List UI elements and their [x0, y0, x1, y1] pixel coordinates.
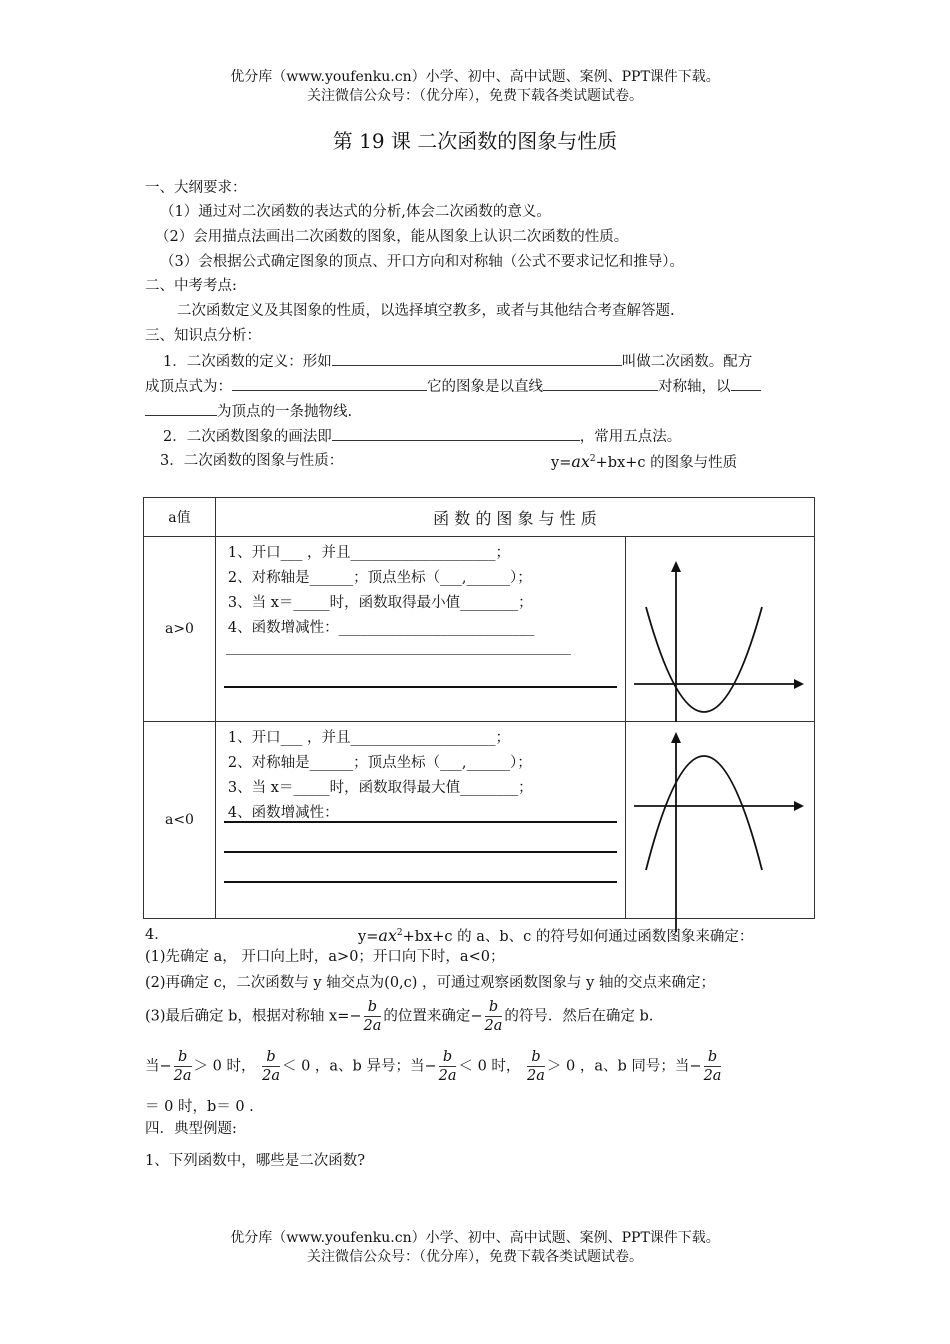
header-line-1: 优分库（www.youfenku.cn）小学、初中、高中试题、案例、PPT课件下载。: [230, 69, 720, 85]
table-head-props: 函 数 的 图 象 与 性 质: [215, 498, 814, 537]
graph-cell-negative: [626, 722, 815, 919]
section-heading-2: 二、中考考点:: [145, 278, 237, 294]
knowledge-1-line-2: 成顶点式为： 它的图象是以直线 对称轴，以: [145, 376, 761, 397]
pos-prop-4: 4、函数增减性：___________________________: [227, 620, 535, 636]
fraction-b-over-2a: $\frac{b}{2a}$: [173, 1049, 192, 1084]
neg-prop-3: 3、当 x＝_____时，函数取得最大值________；: [227, 780, 533, 796]
knowledge-1-line-1: 1．二次函数的定义：形如 叫做二次函数。配方: [163, 351, 752, 372]
part4-step-3: (3)最后确定 b，根据对称轴 x=− $\frac{b}{2a}$ 的位置来确定− $\frac{b}{2a}$ 的符号．然后在确定 b.: [145, 999, 654, 1034]
exam-point-text: 二次函数定义及其图象的性质，以选择填空教多，或者与其他结合考查解答题.: [177, 303, 675, 319]
row-negative-props: [215, 722, 625, 919]
section-heading-1: 一、大纲要求：: [145, 180, 247, 196]
row-positive-props: [215, 537, 625, 722]
header-line-2: 关注微信公众号：（优分库），免费下载各类试题试卷。: [307, 88, 643, 104]
footer-line-2: 关注微信公众号：（优分库），免费下载各类试题试卷。: [307, 1249, 643, 1265]
fraction-b-over-2a: $\frac{b}{2a}$: [527, 1049, 545, 1084]
section-heading-3: 三、知识点分析：: [145, 328, 261, 344]
part4-step-2: (2)再确定 c，二次函数与 y 轴交点为(0,c) ，可通过观察函数图象与 y 轴的交点来确定；: [145, 975, 715, 991]
part4-number: 4．: [145, 927, 169, 943]
example-1: 1、下列函数中，哪些是二次函数?: [145, 1153, 365, 1169]
part4-step-1: (1)先确定 a， 开口向上时，a>0；开口向下时，a<0；: [145, 949, 505, 965]
properties-table: [143, 497, 815, 919]
section-heading-4: 四．典型例题:: [145, 1121, 237, 1137]
outline-item-3: （3）会根据公式确定图象的顶点、开口方向和对称轴（公式不要求记忆和推导）。: [160, 254, 684, 270]
page-title: 第 19 课 二次函数的图象与性质: [332, 129, 618, 153]
fraction-b-over-2a: $\frac{b}{2a}$: [262, 1049, 280, 1084]
pos-prop-2: 2、对称轴是______；顶点坐标（___,______）；: [227, 570, 532, 586]
part4-sign-rules-end: ＝ 0 时，b＝ 0 .: [145, 1099, 254, 1115]
fraction-b-over-2a: $\frac{b}{2a}$: [363, 999, 382, 1034]
table-head-a: a值: [144, 498, 216, 537]
knowledge-1-line-3: 为顶点的一条抛物线.: [145, 401, 352, 422]
row-label-positive: a>0: [144, 537, 216, 722]
parabola-down-graph: [626, 722, 814, 932]
footer-line-1: 优分库（www.youfenku.cn）小学、初中、高中试题、案例、PPT课件下载。: [230, 1230, 720, 1246]
part4-intro: $y=ax^2+bx+c$ 的 a、b、c 的符号如何通过函数图象来确定：: [358, 925, 754, 945]
part4-sign-rules: 当− $\frac{b}{2a}$ ＞ 0 时， $\frac{b}{2a}$ ＜ 0 ，a、b 异号；当− $\frac{b}{2a}$ ＜ 0 时， $\frac{b}{2a}$ ＞ 0 ，a、b 同号；当− $\frac{b}{2a}$: [145, 1049, 722, 1084]
answer-line: [224, 851, 617, 853]
fraction-b-over-2a: $\frac{b}{2a}$: [703, 1049, 722, 1084]
neg-prop-2: 2、对称轴是______；顶点坐标（___,______）；: [227, 755, 532, 771]
graph-cell-positive: [626, 537, 815, 722]
row-label-negative: a<0: [144, 722, 216, 919]
outline-item-1: （1）通过对二次函数的表达式的分析,体会二次函数的意义。: [160, 204, 551, 220]
answer-line: [224, 686, 617, 688]
knowledge-2: 2．二次函数图象的画法即 ，常用五点法。: [163, 426, 681, 447]
neg-prop-1: 1、开口___ ，并且____________________；: [227, 730, 511, 746]
outline-item-2: （2）会用描点法画出二次函数的图象，能从图象上认识二次函数的性质。: [155, 229, 629, 245]
knowledge-3-formula: $y=ax^2+bx+c$ 的图象与性质: [551, 451, 738, 471]
answer-line: [224, 821, 617, 823]
answer-line: [226, 654, 571, 655]
fraction-b-over-2a: $\frac{b}{2a}$: [438, 1049, 457, 1084]
pos-prop-3: 3、当 x＝_____时，函数取得最小值________；: [227, 595, 533, 611]
neg-prop-4: 4、函数增减性：: [227, 805, 339, 821]
parabola-up-graph: [626, 537, 814, 722]
fraction-b-over-2a: $\frac{b}{2a}$: [484, 999, 503, 1034]
answer-line: [224, 881, 617, 883]
pos-prop-1: 1、开口___ ，并且____________________；: [227, 545, 511, 561]
knowledge-3: 3．二次函数的图象与性质：: [160, 453, 344, 469]
